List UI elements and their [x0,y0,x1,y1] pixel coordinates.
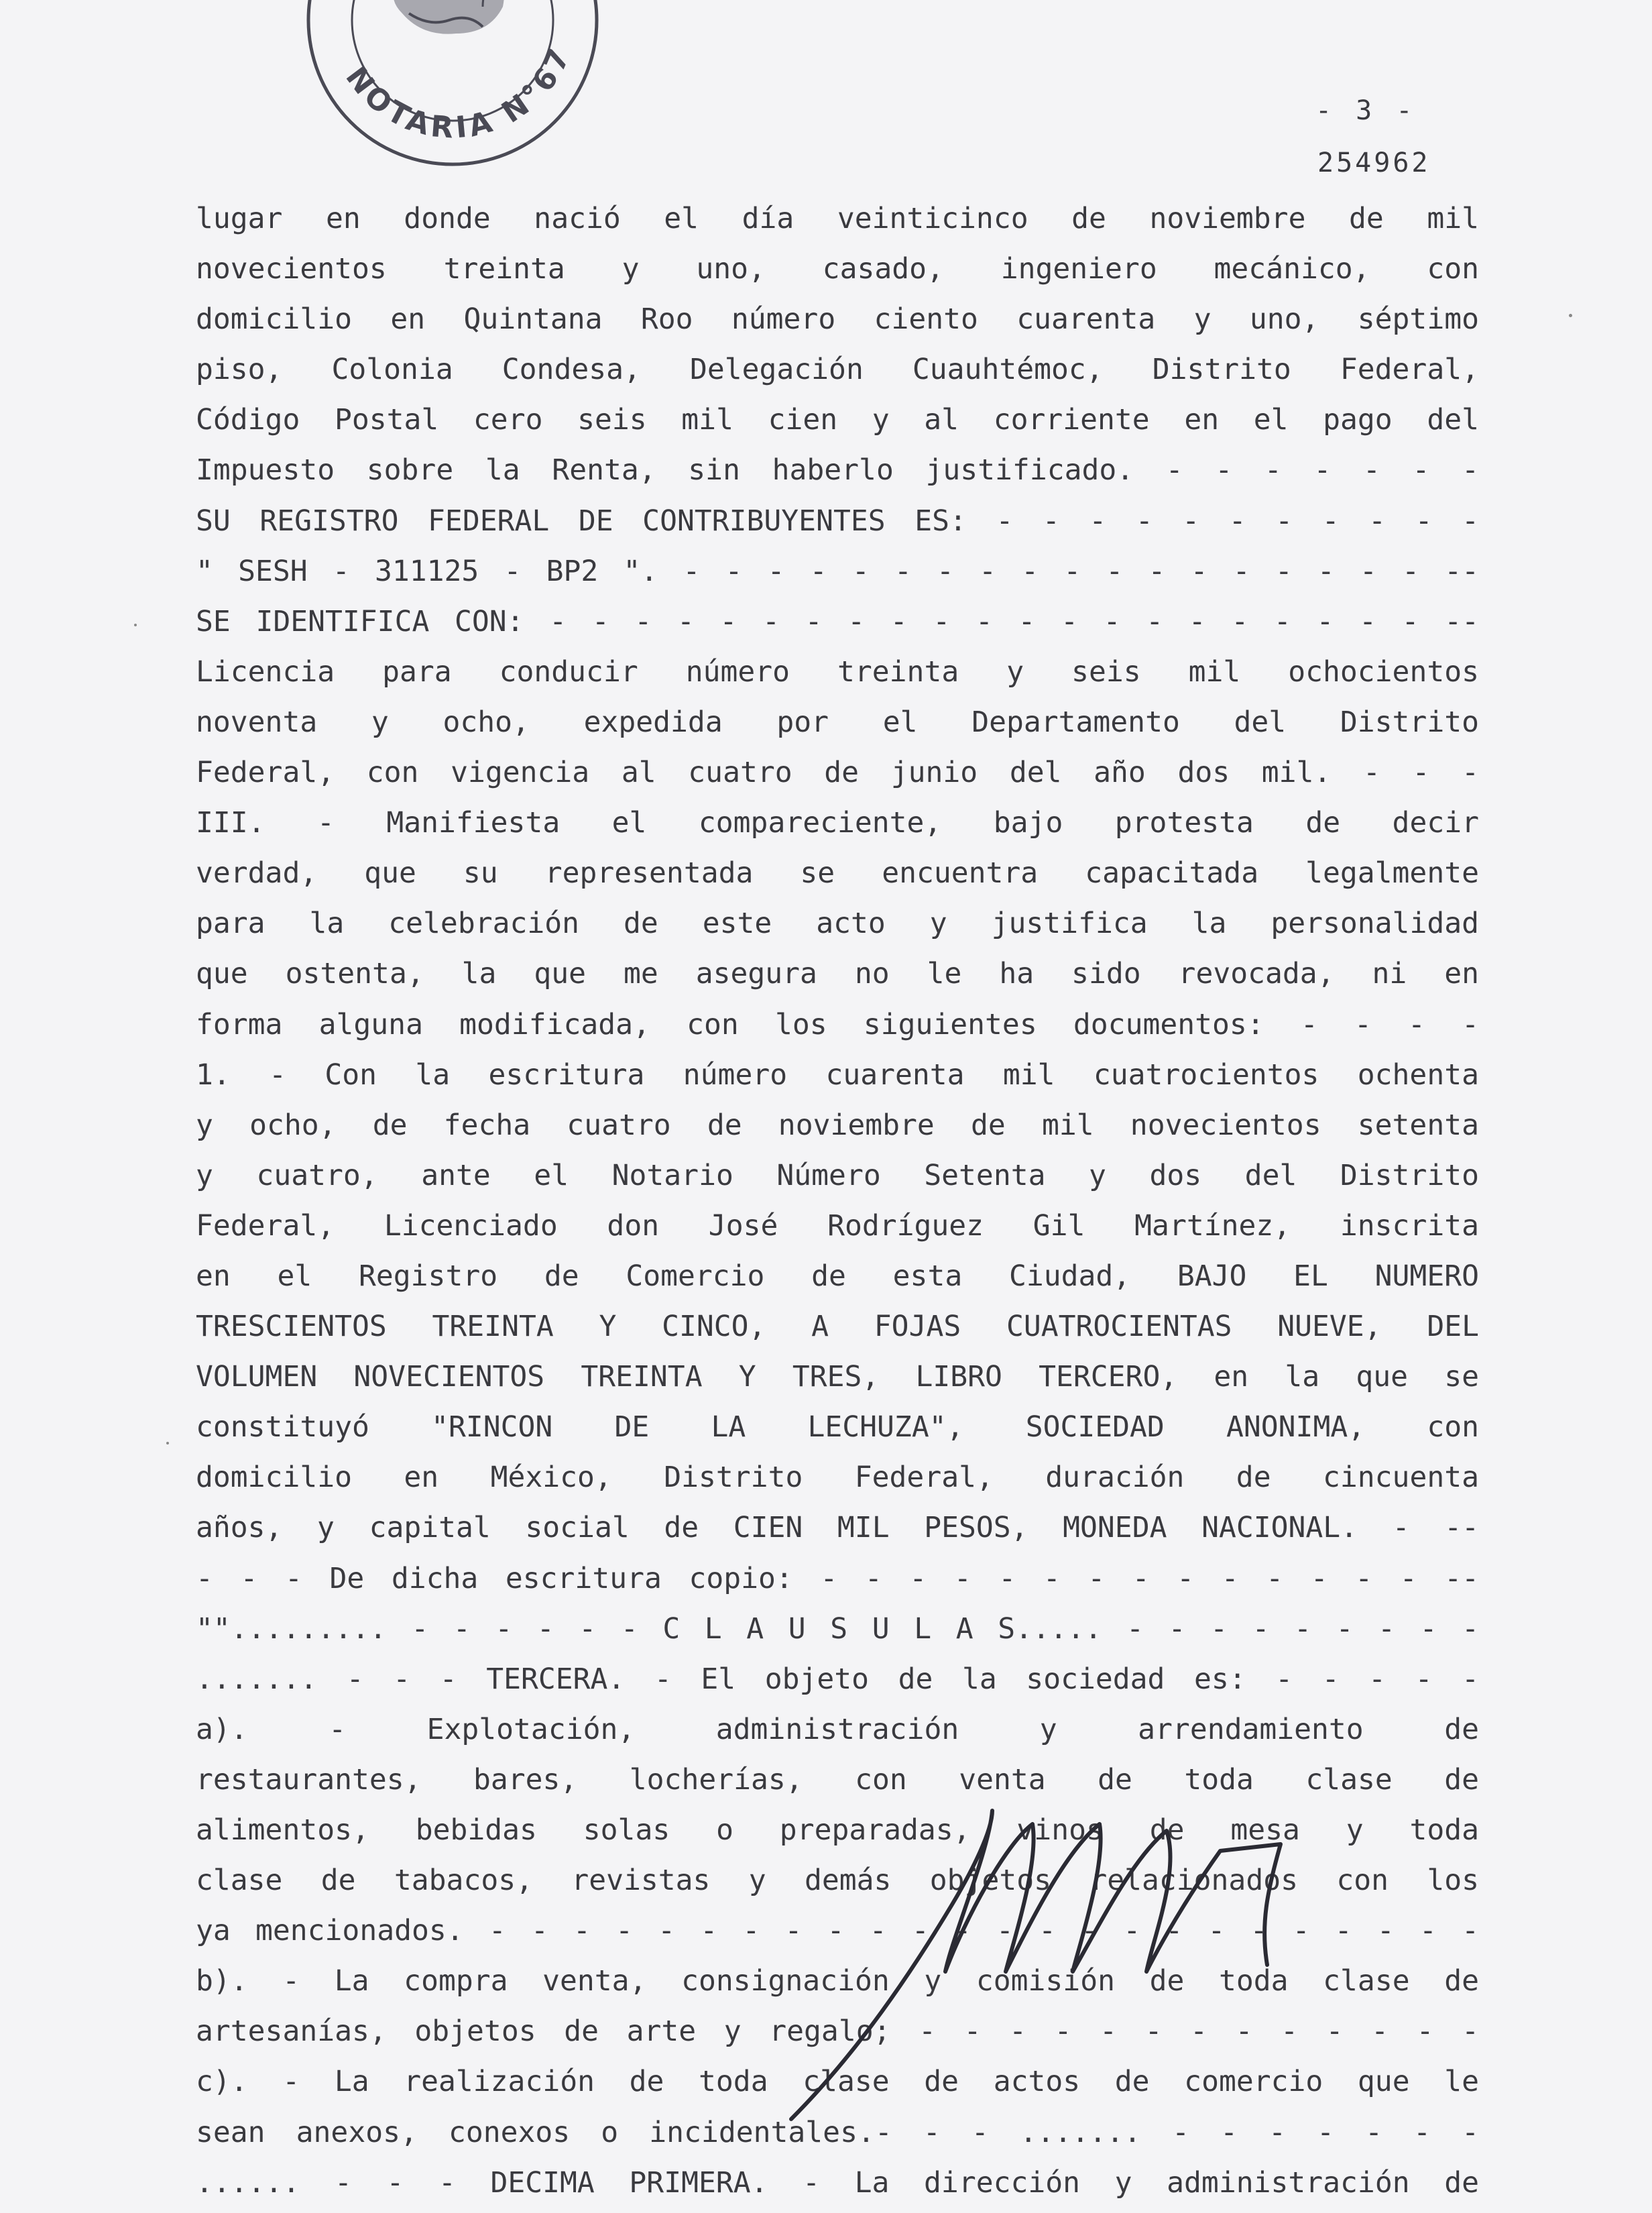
body-line: ....... - - - TERCERA. - El objeto de la sociedad es: - - - - - [196,1662,1479,1696]
scan-speck [1569,314,1572,317]
body-line: verdad, que su representada se encuentra capacitada legalmente [196,856,1479,891]
page-number: - 3 - [1315,95,1417,126]
body-line: SU REGISTRO FEDERAL DE CONTRIBUYENTES ES: - - - - - - - - - - - [196,504,1479,538]
notary-seal-stamp [295,0,610,174]
body-line: ...... - - - DECIMA PRIMERA. - La dirección y administración de [196,2165,1479,2200]
body-line: clase de tabacos, revistas y demás objetos relacionados con los [196,1864,1479,1898]
body-line: restaurantes, bares, locherías, con venta de toda clase de [196,1762,1479,1797]
body-line: en el Registro de Comercio de esta Ciudad, BAJO EL NUMERO [196,1259,1479,1293]
body-line: 1. - Con la escritura número cuarenta mil cuatrocientos ochenta [196,1058,1479,1092]
body-line: TRESCIENTOS TREINTA Y CINCO, A FOJAS CUATROCIENTAS NUEVE, DEL [196,1310,1479,1344]
body-line: lugar en donde nació el día veinticinco de noviembre de mil [196,202,1479,235]
body-line: SE IDENTIFICA CON: - - - - - - - - - - - - - - - - - - - - - -- [196,604,1479,638]
document-number: 254962 [1317,148,1431,178]
handwritten-signature [751,1770,1395,2133]
body-line: Código Postal cero seis mil cien y al corriente en el pago del [196,403,1479,437]
body-line: ya mencionados. - - - - - - - - - - - - - - - - - - - - - - - - [196,1914,1479,1948]
body-line: ""......... - - - - - - C L A U S U L A S..... - - - - - - - - - [196,1611,1479,1646]
body-line: Federal, con vigencia al cuatro de junio del año dos mil. - - - [196,756,1479,790]
body-line: noventa y ocho, expedida por el Departamento del Distrito [196,705,1479,739]
body-line: y cuatro, ante el Notario Número Setenta y dos del Distrito [196,1158,1479,1192]
body-line: III. - Manifiesta el compareciente, bajo protesta de decir [196,806,1479,840]
body-line: b). - La compra venta, consignación y comisión de toda clase de [196,1964,1479,1998]
body-line: forma alguna modificada, con los siguientes documentos: - - - - [196,1007,1479,1041]
body-line: piso, Colonia Condesa, Delegación Cuauhtémoc, Distrito Federal, [196,353,1479,387]
body-line: - - - De dicha escritura copio: - - - - - - - - - - - - - - -- [196,1561,1479,1595]
body-line: constituyó "RINCON DE LA LECHUZA", SOCIEDAD ANONIMA, con [196,1410,1479,1444]
body-line: domicilio en México, Distrito Federal, duración de cincuenta [196,1461,1479,1495]
body-line: que ostenta, la que me asegura no le ha sido revocada, ni en [196,957,1479,991]
scan-speck [134,624,137,626]
body-line: a). - Explotación, administración y arrendamiento de [196,1712,1479,1746]
body-line: y ocho, de fecha cuatro de noviembre de mil novecientos setenta [196,1108,1479,1142]
body-line: Impuesto sobre la Renta, sin haberlo justificado. - - - - - - - [196,453,1479,488]
body-line: c). - La realización de toda clase de actos de comercio que le [196,2065,1479,2099]
body-line: sean anexos, conexos o incidentales.- - - ....... - - - - - - - [196,2115,1479,2149]
body-line: artesanías, objetos de arte y regalo; - - - - - - - - - - - - - [196,2015,1479,2049]
body-line: para la celebración de este acto y justifica la personalidad [196,907,1479,941]
body-line: VOLUMEN NOVECIENTOS TREINTA Y TRES, LIBRO TERCERO, en la que se [196,1360,1479,1394]
body-line: alimentos, bebidas solas o preparadas, vinos de mesa y toda [196,1813,1479,1847]
body-line: " SESH - 311125 - BP2 ". - - - - - - - - - - - - - - - - - - -- [196,554,1479,588]
scan-speck [166,1442,169,1444]
body-line: domicilio en Quintana Roo número ciento cuarenta y uno, séptimo [196,302,1479,337]
body-line: novecientos treinta y uno, casado, ingeniero mecánico, con [196,252,1479,286]
body-line: Federal, Licenciado don José Rodríguez Gil Martínez, inscrita [196,1208,1479,1243]
seal-text-bottom: NOTARIA N°67 [339,40,579,146]
body-line: Licencia para conducir número treinta y seis mil ochocientos [196,655,1479,689]
body-line: años, y capital social de CIEN MIL PESOS, MONEDA NACIONAL. - -- [196,1511,1479,1545]
